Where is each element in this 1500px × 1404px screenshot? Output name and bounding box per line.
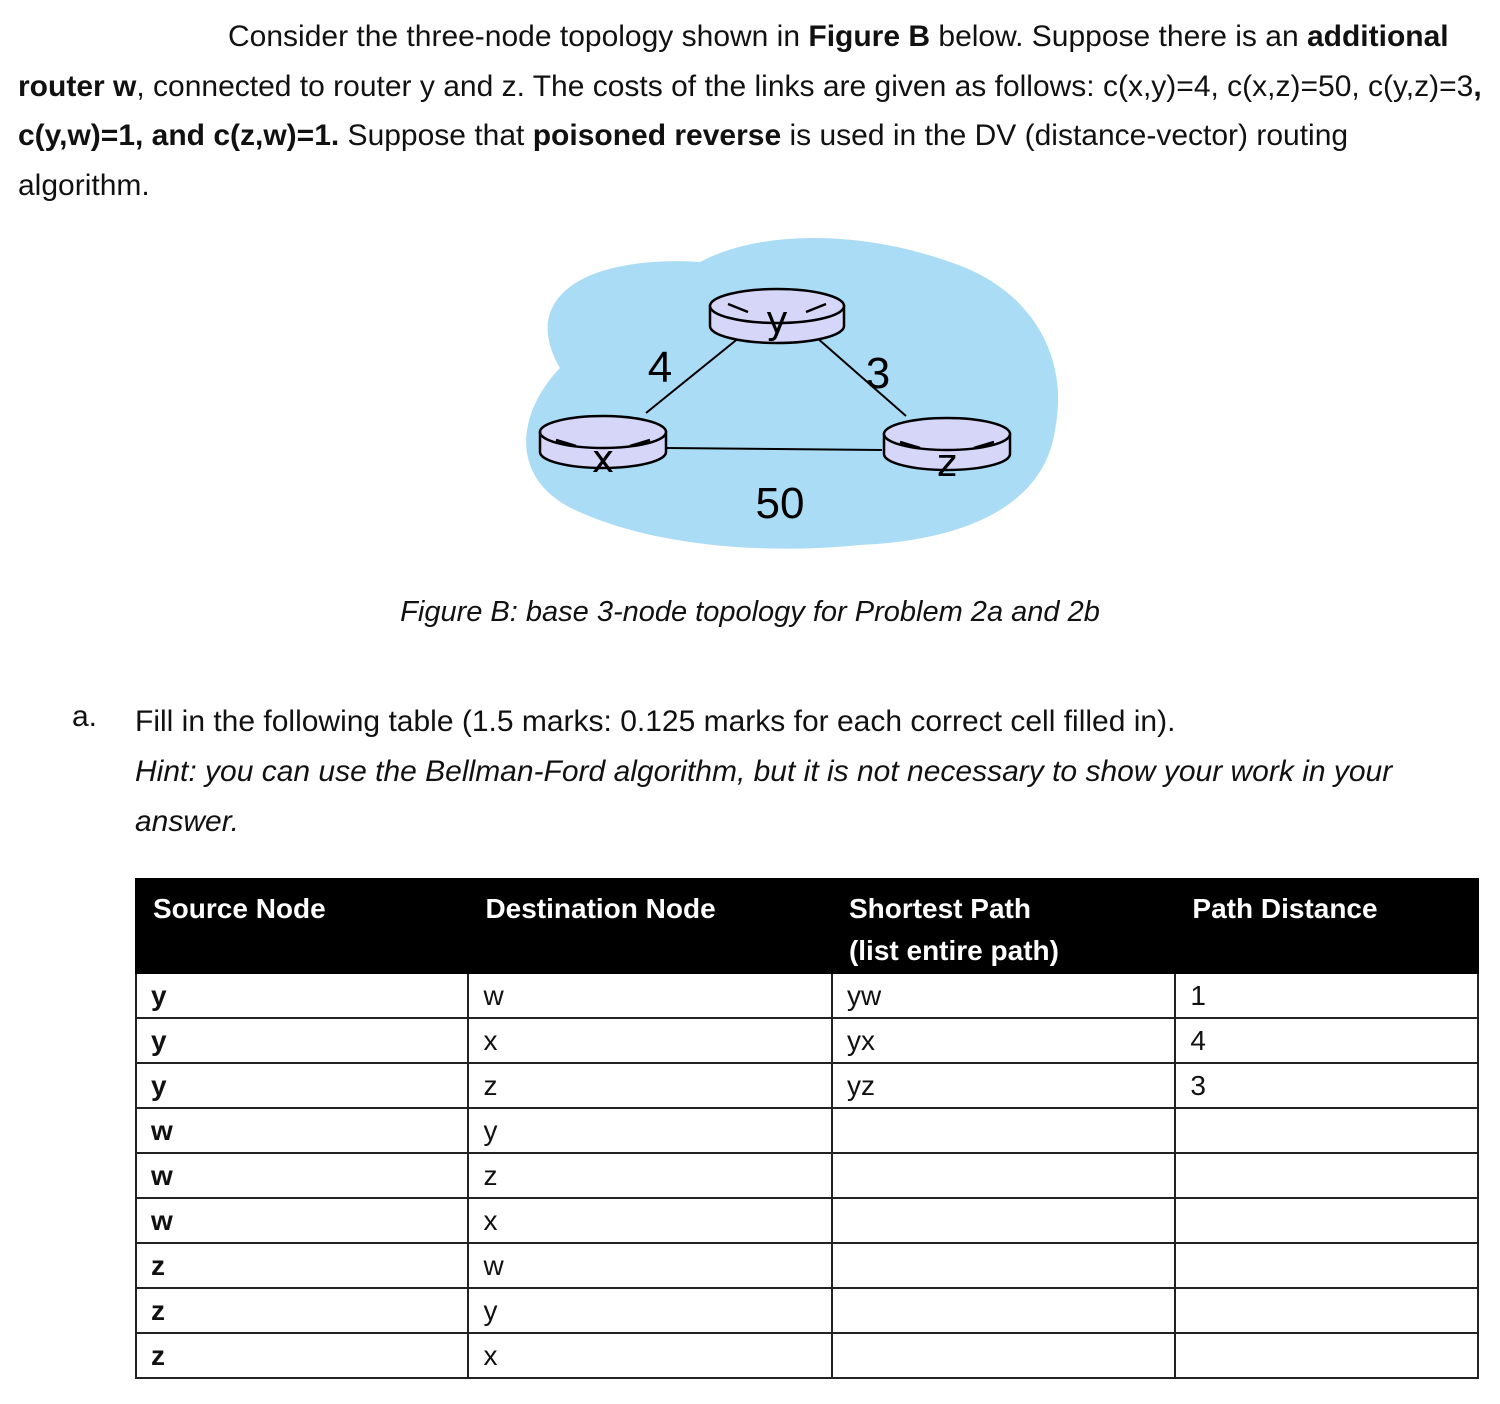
node-label-x: x [591,437,615,481]
header-source-node: Source Node [136,879,468,973]
question-marker: a. [72,700,98,733]
header-path-line2: (list entire path) [848,935,1059,966]
cost-label-xy: 4 [647,343,673,392]
node-label-y: y [765,298,789,342]
cell-path[interactable] [832,1333,1175,1378]
router-y [710,289,844,343]
table-row [136,1108,1478,1153]
cost-label-yz: 3 [865,349,891,398]
cell-source: z [136,1288,468,1333]
header-shortest-path [832,879,1175,973]
cell-distance[interactable] [1175,1288,1478,1333]
table-row [136,1333,1478,1378]
intro-seg7: Suppose that [339,119,533,152]
cell-destination: y [468,1288,832,1333]
header-path-distance: Path Distance [1175,879,1478,973]
cell-source: y [136,1063,468,1108]
table-row [136,1288,1478,1333]
question-text [135,697,1455,847]
cell-path[interactable]: yz [832,1063,1175,1108]
cell-path[interactable] [832,1108,1175,1153]
table-row [136,1243,1478,1288]
intro-seg8: poisoned reverse [532,119,782,152]
header-path-line1: Shortest Path [848,893,1031,924]
node-label-z: z [937,441,957,485]
cell-source: w [136,1198,468,1243]
cell-path[interactable]: yx [832,1018,1175,1063]
cell-source: y [136,1018,468,1063]
cell-source: z [136,1243,468,1288]
intro-seg3: below. Suppose there is an [930,20,1307,53]
answer-table [135,878,1479,1379]
question-hint: Hint: you can use the Bellman-Ford algorithm, but it is not necessary to show your work in your answer. [135,755,1393,838]
cell-path[interactable] [832,1153,1175,1198]
cell-destination: x [468,1018,832,1063]
cell-distance[interactable] [1175,1333,1478,1378]
header-destination-node: Destination Node [468,879,832,973]
cell-distance[interactable] [1175,1108,1478,1153]
cell-distance[interactable] [1175,1243,1478,1288]
cell-source: z [136,1333,468,1378]
cell-distance[interactable] [1175,1198,1478,1243]
cell-destination: w [468,973,832,1018]
intro-seg2: Figure B [808,20,931,53]
table-row [136,1153,1478,1198]
intro-seg4: additional router w [18,20,1449,103]
cell-distance[interactable]: 3 [1175,1063,1478,1108]
cell-destination: x [468,1333,832,1378]
cell-path[interactable]: yw [832,973,1175,1018]
cell-source: w [136,1108,468,1153]
intro-seg6: , c(y,w)=1, and c(z,w)=1. [18,69,1482,152]
intro-seg1: Consider the three-node topology shown in [228,20,809,53]
cell-path[interactable] [832,1198,1175,1243]
table-header-row [136,879,1478,973]
cell-path[interactable] [832,1243,1175,1288]
cell-destination: y [468,1108,832,1153]
table-row [136,1198,1478,1243]
topology-figure [0,0,1500,640]
table-row [136,1063,1478,1108]
cell-destination: w [468,1243,832,1288]
cell-destination: z [468,1063,832,1108]
question-instruction: Fill in the following table (1.5 marks: 0.125 marks for each correct cell filled in). [135,705,1176,738]
table-row [136,973,1478,1018]
cell-path[interactable] [832,1288,1175,1333]
cell-source: w [136,1153,468,1198]
cell-destination: z [468,1153,832,1198]
cell-destination: x [468,1198,832,1243]
intro-seg5: , connected to router y and z. The costs of the links are given as follows: c(x,y)=4, c(x,z)=50, c(y,z)=3 [136,69,1474,103]
cell-distance[interactable]: 4 [1175,1018,1478,1063]
intro-seg9: is used in the DV (distance-vector) routing algorithm. [18,119,1349,202]
cell-distance[interactable] [1175,1153,1478,1198]
table-row [136,1018,1478,1063]
figure-caption: Figure B: base 3-node topology for Problem 2a and 2b [400,596,1100,628]
cost-label-xz: 50 [755,479,805,528]
cell-source: y [136,973,468,1018]
cell-distance[interactable]: 1 [1175,973,1478,1018]
